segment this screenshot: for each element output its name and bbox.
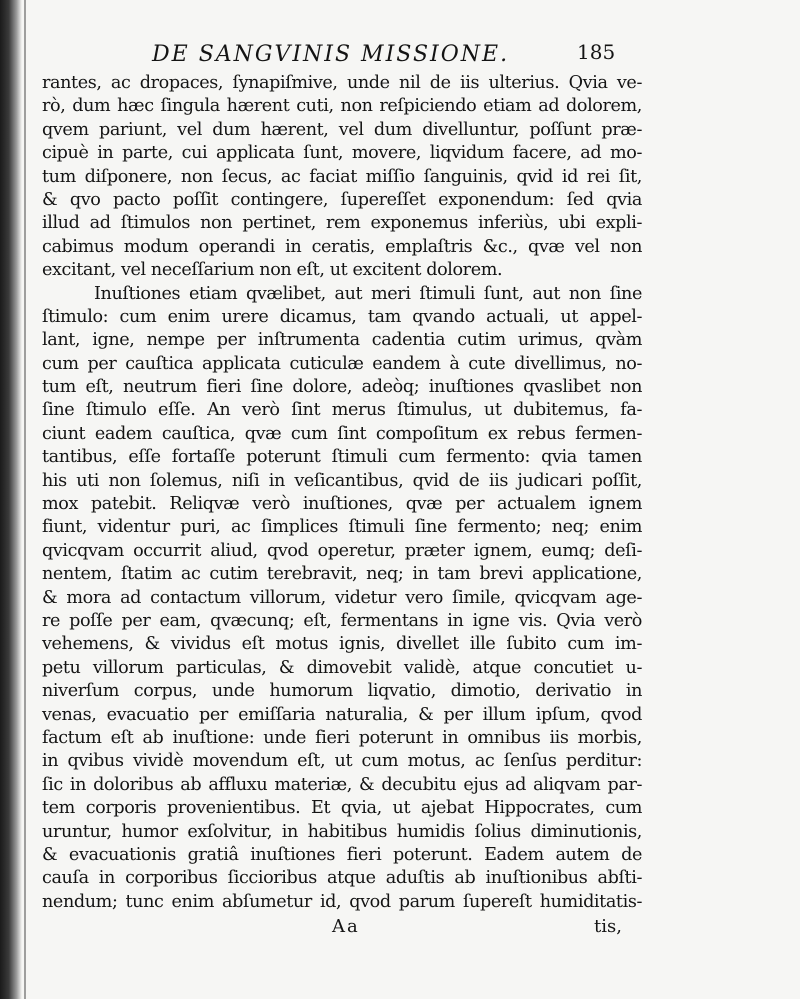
text-line: tem corporis provenientibus. Et qvia, ut ajebat Hippocrates, cum	[42, 798, 642, 819]
text-line: ſtimulo: cum enim urere dicamus, tam qvando actuali, ut appel-	[42, 306, 642, 327]
text-line: & mora ad contactum villorum, videtur vero ſimile, qvicqvam age-	[42, 587, 642, 608]
text-line: ſic in doloribus ab affluxu materiæ, & decubitu ejus ad aliqvam par-	[42, 774, 642, 795]
text-line: ciunt eadem cauſtica, qvæ cum ſint compoſitum ex rebus fermen-	[42, 423, 642, 444]
text-line: petu villorum particulas, & dimovebit validè, atque concutiet u-	[42, 657, 642, 678]
text-line: rò, dum hæc ſingula hærent cuti, non reſpiciendo etiam ad dolorem,	[42, 96, 642, 117]
running-title: DE SANGVINIS MISSIONE.	[152, 42, 510, 67]
text-line: nentem, ſtatim ac cutim terebravit, neq; in tam brevi applicatione,	[42, 564, 642, 585]
text-line: cauſa in corporibus ſiccioribus atque aduſtis ab inuſtionibus abſti-	[42, 868, 642, 889]
text-line: rantes, ac dropaces, ſynapiſmive, unde nil de iis ulterius. Qvia ve-	[42, 73, 642, 93]
text-line: uruntur, humor exſolvitur, in habitibus humidis ſolius diminutionis,	[42, 821, 642, 842]
text-line: qvem pariunt, vel dum hærent, vel dum divelluntur, poſſunt præ-	[42, 119, 642, 140]
binding-gutter-shadow	[0, 0, 22, 999]
text-line: factum eſt ab inuſtione: unde fieri poterunt in omnibus iis morbis,	[42, 727, 642, 748]
text-line: & evacuationis gratiâ inuſtiones fieri poterunt. Eadem autem de	[42, 844, 642, 865]
text-line: excitant, vel neceſſarium non eſt, ut excitent dolorem.	[42, 260, 503, 281]
text-line: nendum; tunc enim abſumetur id, qvod parum ſupereſt humiditatis-	[42, 891, 642, 912]
text-line: ſine ſtimulo eſſe. An verò ſint merus ſtimulus, ut dubitemus, fa-	[42, 400, 642, 421]
body-text	[42, 72, 642, 914]
text-line: tantibus, eſſe fortaſſe poterunt ſtimuli cum fermento: qvia tamen	[42, 447, 642, 468]
text-line: cum per cauſtica applicata cuticulæ eandem à cute divellimus, no-	[42, 353, 642, 374]
text-line: cipuè in parte, cui applicata ſunt, movere, liqvidum facere, ad mo-	[42, 143, 642, 164]
text-line: his uti non ſolemus, niſi in veſicantibus, qvid de iis judicari poſſit,	[42, 470, 642, 491]
signature-mark: Aa	[332, 916, 360, 938]
page-edge-line	[24, 0, 26, 999]
text-line: mox patebit. Reliqvæ verò inuſtiones, qvæ per actualem ignem	[42, 494, 642, 515]
text-line: lant, igne, nempe per inſtrumenta cadentia cutim urimus, qvàm	[42, 330, 642, 351]
page-header	[42, 38, 642, 72]
text-line: vehemens, & vividus eſt motus ignis, divellet ille ſubito cum im-	[42, 634, 642, 655]
text-line: niverſum corpus, unde humorum liqvatio, dimotio, derivatio in	[42, 681, 642, 702]
text-line: tum eſt, neutrum fieri ſine dolore, adeòq; inuſtiones qvaslibet non	[42, 377, 642, 398]
text-line: fiunt, videntur puri, ac ſimplices ſtimuli ſine fermento; neq; enim	[42, 517, 642, 538]
text-line: tum diſponere, non ſecus, ac faciat miſſio ſanguinis, qvid id rei ſit,	[42, 166, 642, 187]
text-line: illud ad ſtimulos non pertinet, rem exponemus inferiùs, ubi expli-	[42, 213, 642, 234]
paragraph-first-line: Inuſtiones etiam qvælibet, aut meri ſtimuli ſunt, aut non ſine	[94, 283, 642, 304]
catchword: tis,	[594, 916, 622, 938]
text-line: re poſſe per eam, qvæcunq; eſt, fermentans in igne vis. Qvia verò	[42, 610, 642, 631]
page-number: 185	[577, 40, 616, 64]
text-line: & qvo pacto poſſit contingere, ſupereſſet exponendum: ſed qvia	[42, 189, 642, 210]
text-line: in qvibus vividè movendum eſt, ut cum motus, ac ſenſus perditur:	[42, 751, 642, 772]
text-line: qvicqvam occurrit aliud, qvod operetur, præter ignem, eumq; deſi-	[42, 540, 642, 561]
text-line: cabimus modum operandi in ceratis, emplaſtris &c., qvæ vel non	[42, 236, 642, 257]
text-block	[42, 38, 642, 940]
text-line: venas, evacuatio per emiſſaria naturalia, & per illum ipſum, qvod	[42, 704, 642, 725]
page-footer	[42, 914, 642, 940]
